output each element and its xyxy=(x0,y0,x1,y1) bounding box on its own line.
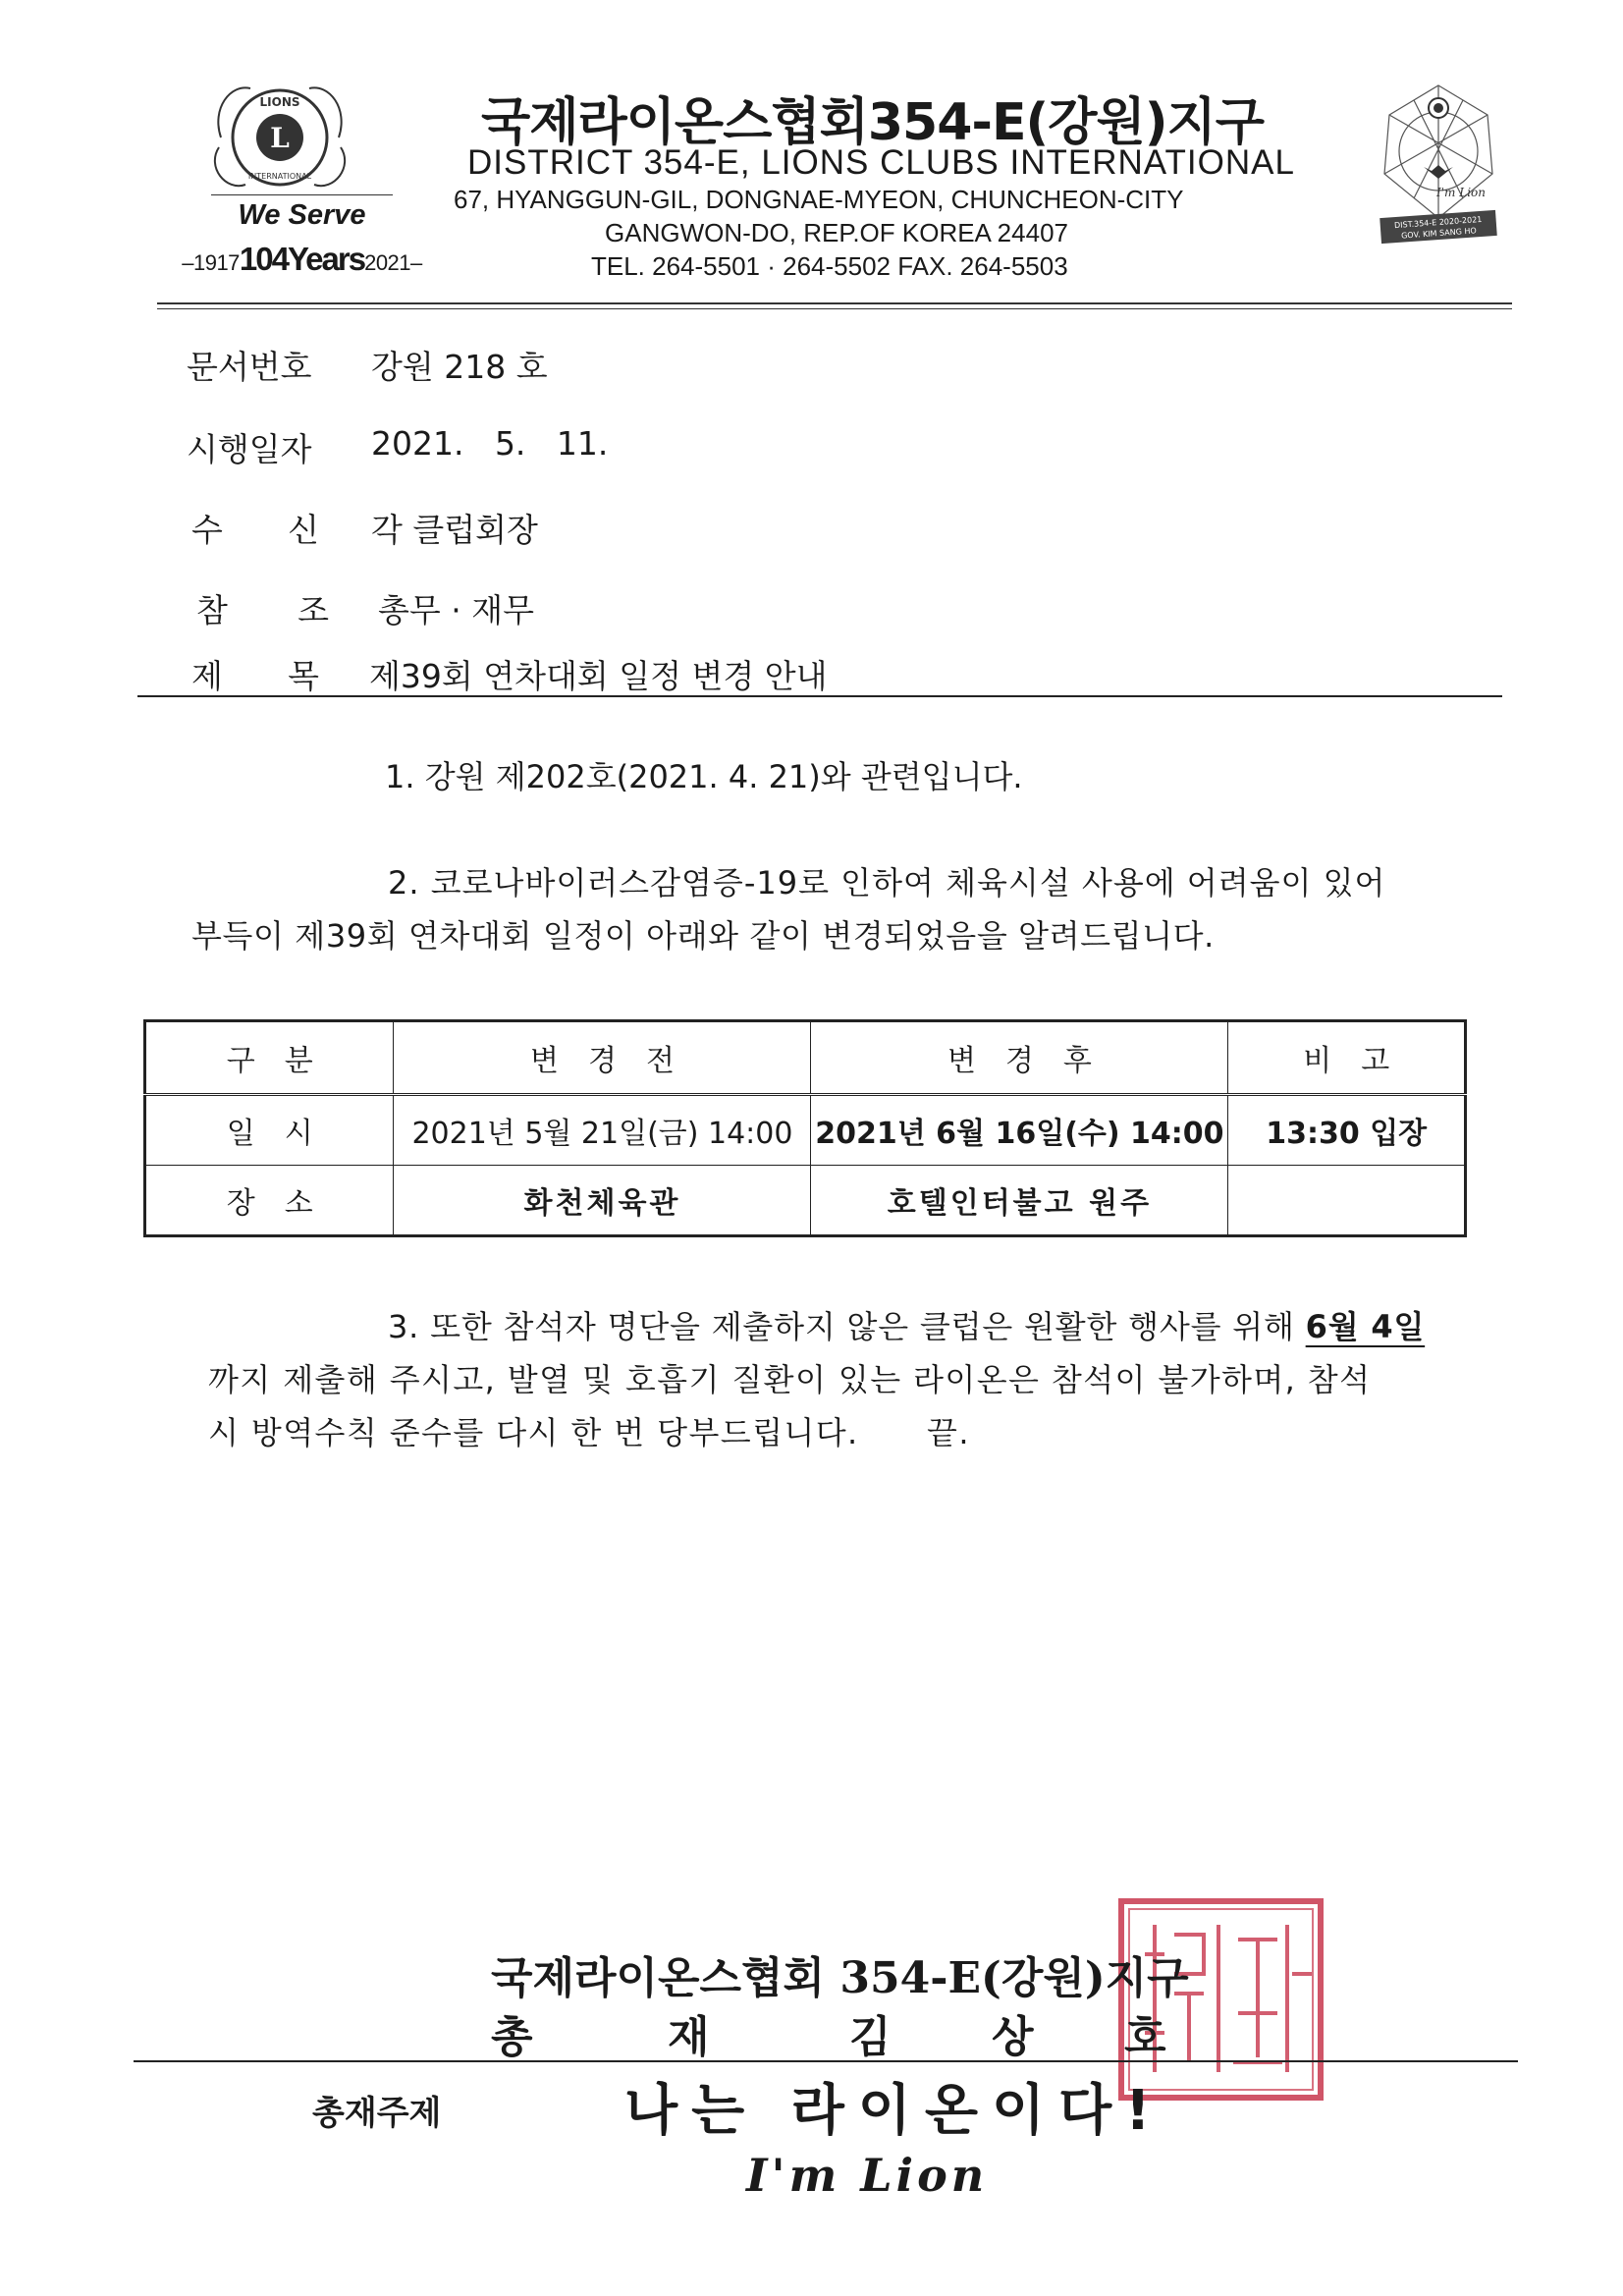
lions-logo xyxy=(201,69,358,206)
row-label-datetime: 일시 xyxy=(145,1095,394,1166)
signature-name-3: 호 xyxy=(1124,2012,1166,2062)
table-row xyxy=(145,1095,1466,1166)
recipient-value: 각 클럽회장 xyxy=(371,511,538,549)
reference-label: 참 조 xyxy=(196,591,329,629)
governor-theme: 나는 라이온이다! xyxy=(624,2079,1164,2143)
header-rule-thin xyxy=(157,308,1512,309)
recipient-label: 수 신 xyxy=(191,511,319,549)
date-value: 2021. 5. 11. xyxy=(371,424,609,463)
phone-fax-line: TEL. 264-5501 · 264-5502 FAX. 264-5503 xyxy=(591,251,1068,281)
paragraph-3-line-1 xyxy=(388,1302,1425,1347)
im-lion-logo xyxy=(1375,81,1502,252)
signature-governor xyxy=(491,2001,1166,2064)
signature-title-2: 재 xyxy=(668,2012,710,2062)
header-category: 구분 xyxy=(145,1021,394,1095)
svg-text:INTERNATIONAL: INTERNATIONAL xyxy=(247,172,312,181)
signature-org: 국제라이온스협회 354-E(강원)지구 xyxy=(491,1953,1189,2003)
years-line: –1917104Years2021– xyxy=(182,241,422,277)
subject-rule xyxy=(137,695,1502,697)
svg-text:LIONS: LIONS xyxy=(259,95,300,109)
table-header-row xyxy=(145,1021,1466,1095)
date-label: 시행일자 xyxy=(187,430,312,468)
paragraph-2-line-2: 부득이 제39회 연차대회 일정이 아래와 같이 변경되었음을 알려드립니다. xyxy=(191,917,1215,955)
header-rule xyxy=(157,302,1512,304)
reference-value: 총무 · 재무 xyxy=(378,591,534,629)
svg-text:GOV. KIM SANG HO: GOV. KIM SANG HO xyxy=(1400,226,1478,241)
datetime-remarks: 13:30 입장 xyxy=(1228,1095,1466,1166)
header-after: 변경후 xyxy=(811,1021,1228,1095)
venue-remarks xyxy=(1228,1166,1466,1236)
subject-value: 제39회 연차대회 일정 변경 안내 xyxy=(369,657,828,695)
datetime-after: 2021년 6월 16일(수) 14:00 xyxy=(811,1095,1228,1166)
address-line-1: 67, HYANGGUN-GIL, DONGNAE-MYEON, CHUNCHEON-CITY xyxy=(454,185,1184,214)
org-title-english: DISTRICT 354-E, LIONS CLUBS INTERNATIONAL xyxy=(467,143,1295,182)
venue-after: 호텔인터불고 원주 xyxy=(811,1166,1228,1236)
address-line-2: GANGWON-DO, REP.OF KOREA 24407 xyxy=(605,218,1068,247)
header-remarks: 비고 xyxy=(1228,1021,1466,1095)
paragraph-3-line-3: 시 방역수칙 준수를 다시 한 번 당부드립니다. 끝. xyxy=(208,1414,970,1451)
datetime-before: 2021년 5월 21일(금) 14:00 xyxy=(394,1095,811,1166)
signature-title-1: 총 xyxy=(491,2012,533,2062)
svg-text:I'm Lion: I'm Lion xyxy=(1436,186,1486,199)
signature-name-1: 김 xyxy=(849,2012,892,2062)
we-serve-motto: We Serve xyxy=(211,194,393,232)
deadline-date: 6월 4일 xyxy=(1305,1308,1426,1345)
schedule-table xyxy=(143,1019,1467,1237)
svg-text:DIST.354-E 2020-2021: DIST.354-E 2020-2021 xyxy=(1393,214,1483,231)
governor-theme-label: 총재주제 xyxy=(312,2094,442,2133)
paragraph-3-text: 3. 또한 참석자 명단을 제출하지 않은 클럽은 원활한 행사를 위해 xyxy=(388,1308,1306,1345)
row-label-venue: 장소 xyxy=(145,1166,394,1236)
paragraph-2-line-1: 2. 코로나바이러스감염증-19로 인하여 체육시설 사용에 어려움이 있어 xyxy=(388,864,1386,902)
paragraph-3-line-2: 까지 제출해 주시고, 발열 및 호흡기 질환이 있는 라이온은 참석이 불가하며, 참석 xyxy=(208,1361,1372,1398)
subject-label: 제 목 xyxy=(191,657,319,695)
signature-name-2: 상 xyxy=(992,2012,1034,2062)
doc-number-label: 문서번호 xyxy=(187,348,312,386)
footer-rule xyxy=(134,2060,1518,2062)
org-title-korean: 국제라이온스협회354-E(강원)지구 xyxy=(481,93,1264,152)
governor-theme-english: I'm Lion xyxy=(746,2149,989,2202)
venue-before: 화천체육관 xyxy=(394,1166,811,1236)
header-before: 변경전 xyxy=(394,1021,811,1095)
doc-number-value: 강원 218 호 xyxy=(371,348,548,386)
paragraph-1: 1. 강원 제202호(2021. 4. 21)와 관련입니다. xyxy=(385,758,1023,795)
table-row xyxy=(145,1166,1466,1236)
svg-text:L: L xyxy=(270,122,290,154)
